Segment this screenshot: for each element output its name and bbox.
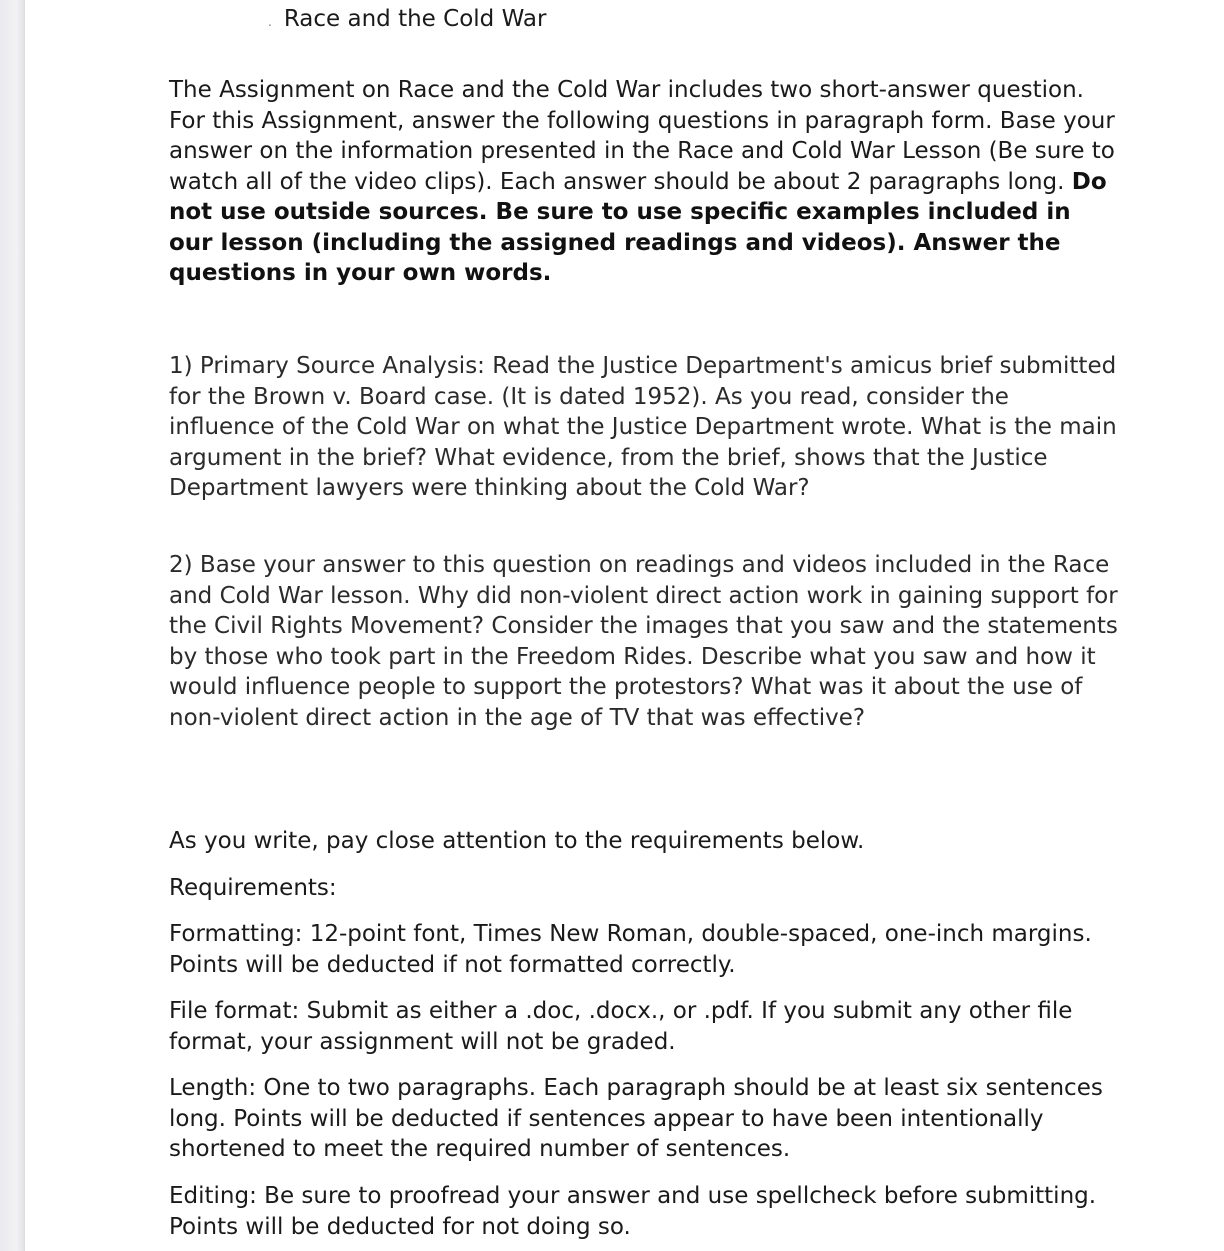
intro-plain-text: The Assignment on Race and the Cold War includes two short-answer question. For this Assignment, answer the following questions in paragraph form. Base your answer on the information presented in the Race and Cold War Lesson (Be sure to watch all of the video clips). Each answer should be about 2 paragraphs long. — [169, 77, 1115, 195]
requirements-heading: Requirements: — [169, 875, 337, 901]
question-1: 1) Primary Source Analysis: Read the Justice Department's amicus brief submitted for the Brown v. Board case. (It is dated 1952). As you read, consider the influence of the Cold War on what the Justice Department wrote. What is the main argument in the brief? What evidence, from the brief, shows that the Justice Department lawyers were thinking about the Cold War? — [169, 353, 1117, 501]
title-text: Race and the Cold War — [283, 6, 547, 32]
as-you-write-note: As you write, pay close attention to the requirements below. — [169, 828, 865, 854]
requirement-editing: Editing: Be sure to proofread your answer and use spellcheck before submitting. Points will be deducted for not doing so. — [169, 1183, 1097, 1240]
intro-paragraph — [169, 75, 1119, 289]
requirement-formatting: Formatting: 12-point font, Times New Roman, double-spaced, one-inch margins. Points will be deducted if not formatted correctly. — [169, 921, 1092, 978]
requirement-length: Length: One to two paragraphs. Each paragraph should be at least six sentences long. Points will be deducted if sentences appear to have been intentionally shortened to meet the required number of sentences. — [169, 1075, 1103, 1162]
question-2: 2) Base your answer to this question on readings and videos included in the Race and Cold War lesson. Why did non-violent direct action work in gaining support for the Civil Rights Movement? Consider the images that you saw and the statements by those who took part in the Freedom Rides. Describe what you saw and how it would influence people to support the protestors? What was it about the use of non-violent direct action in the age of TV that was effective? — [169, 552, 1118, 731]
title-marker: . — [268, 15, 272, 29]
intro-bold-text: Do not use outside sources. Be sure to use specific examples included in our lesson (including the assigned readings and videos). Answer the questions in your own words. — [169, 168, 1107, 286]
requirement-file-format: File format: Submit as either a .doc, .docx., or .pdf. If you submit any other file format, your assignment will not be graded. — [169, 998, 1073, 1055]
page-left-edge — [0, 0, 25, 1251]
document-title — [268, 4, 546, 37]
